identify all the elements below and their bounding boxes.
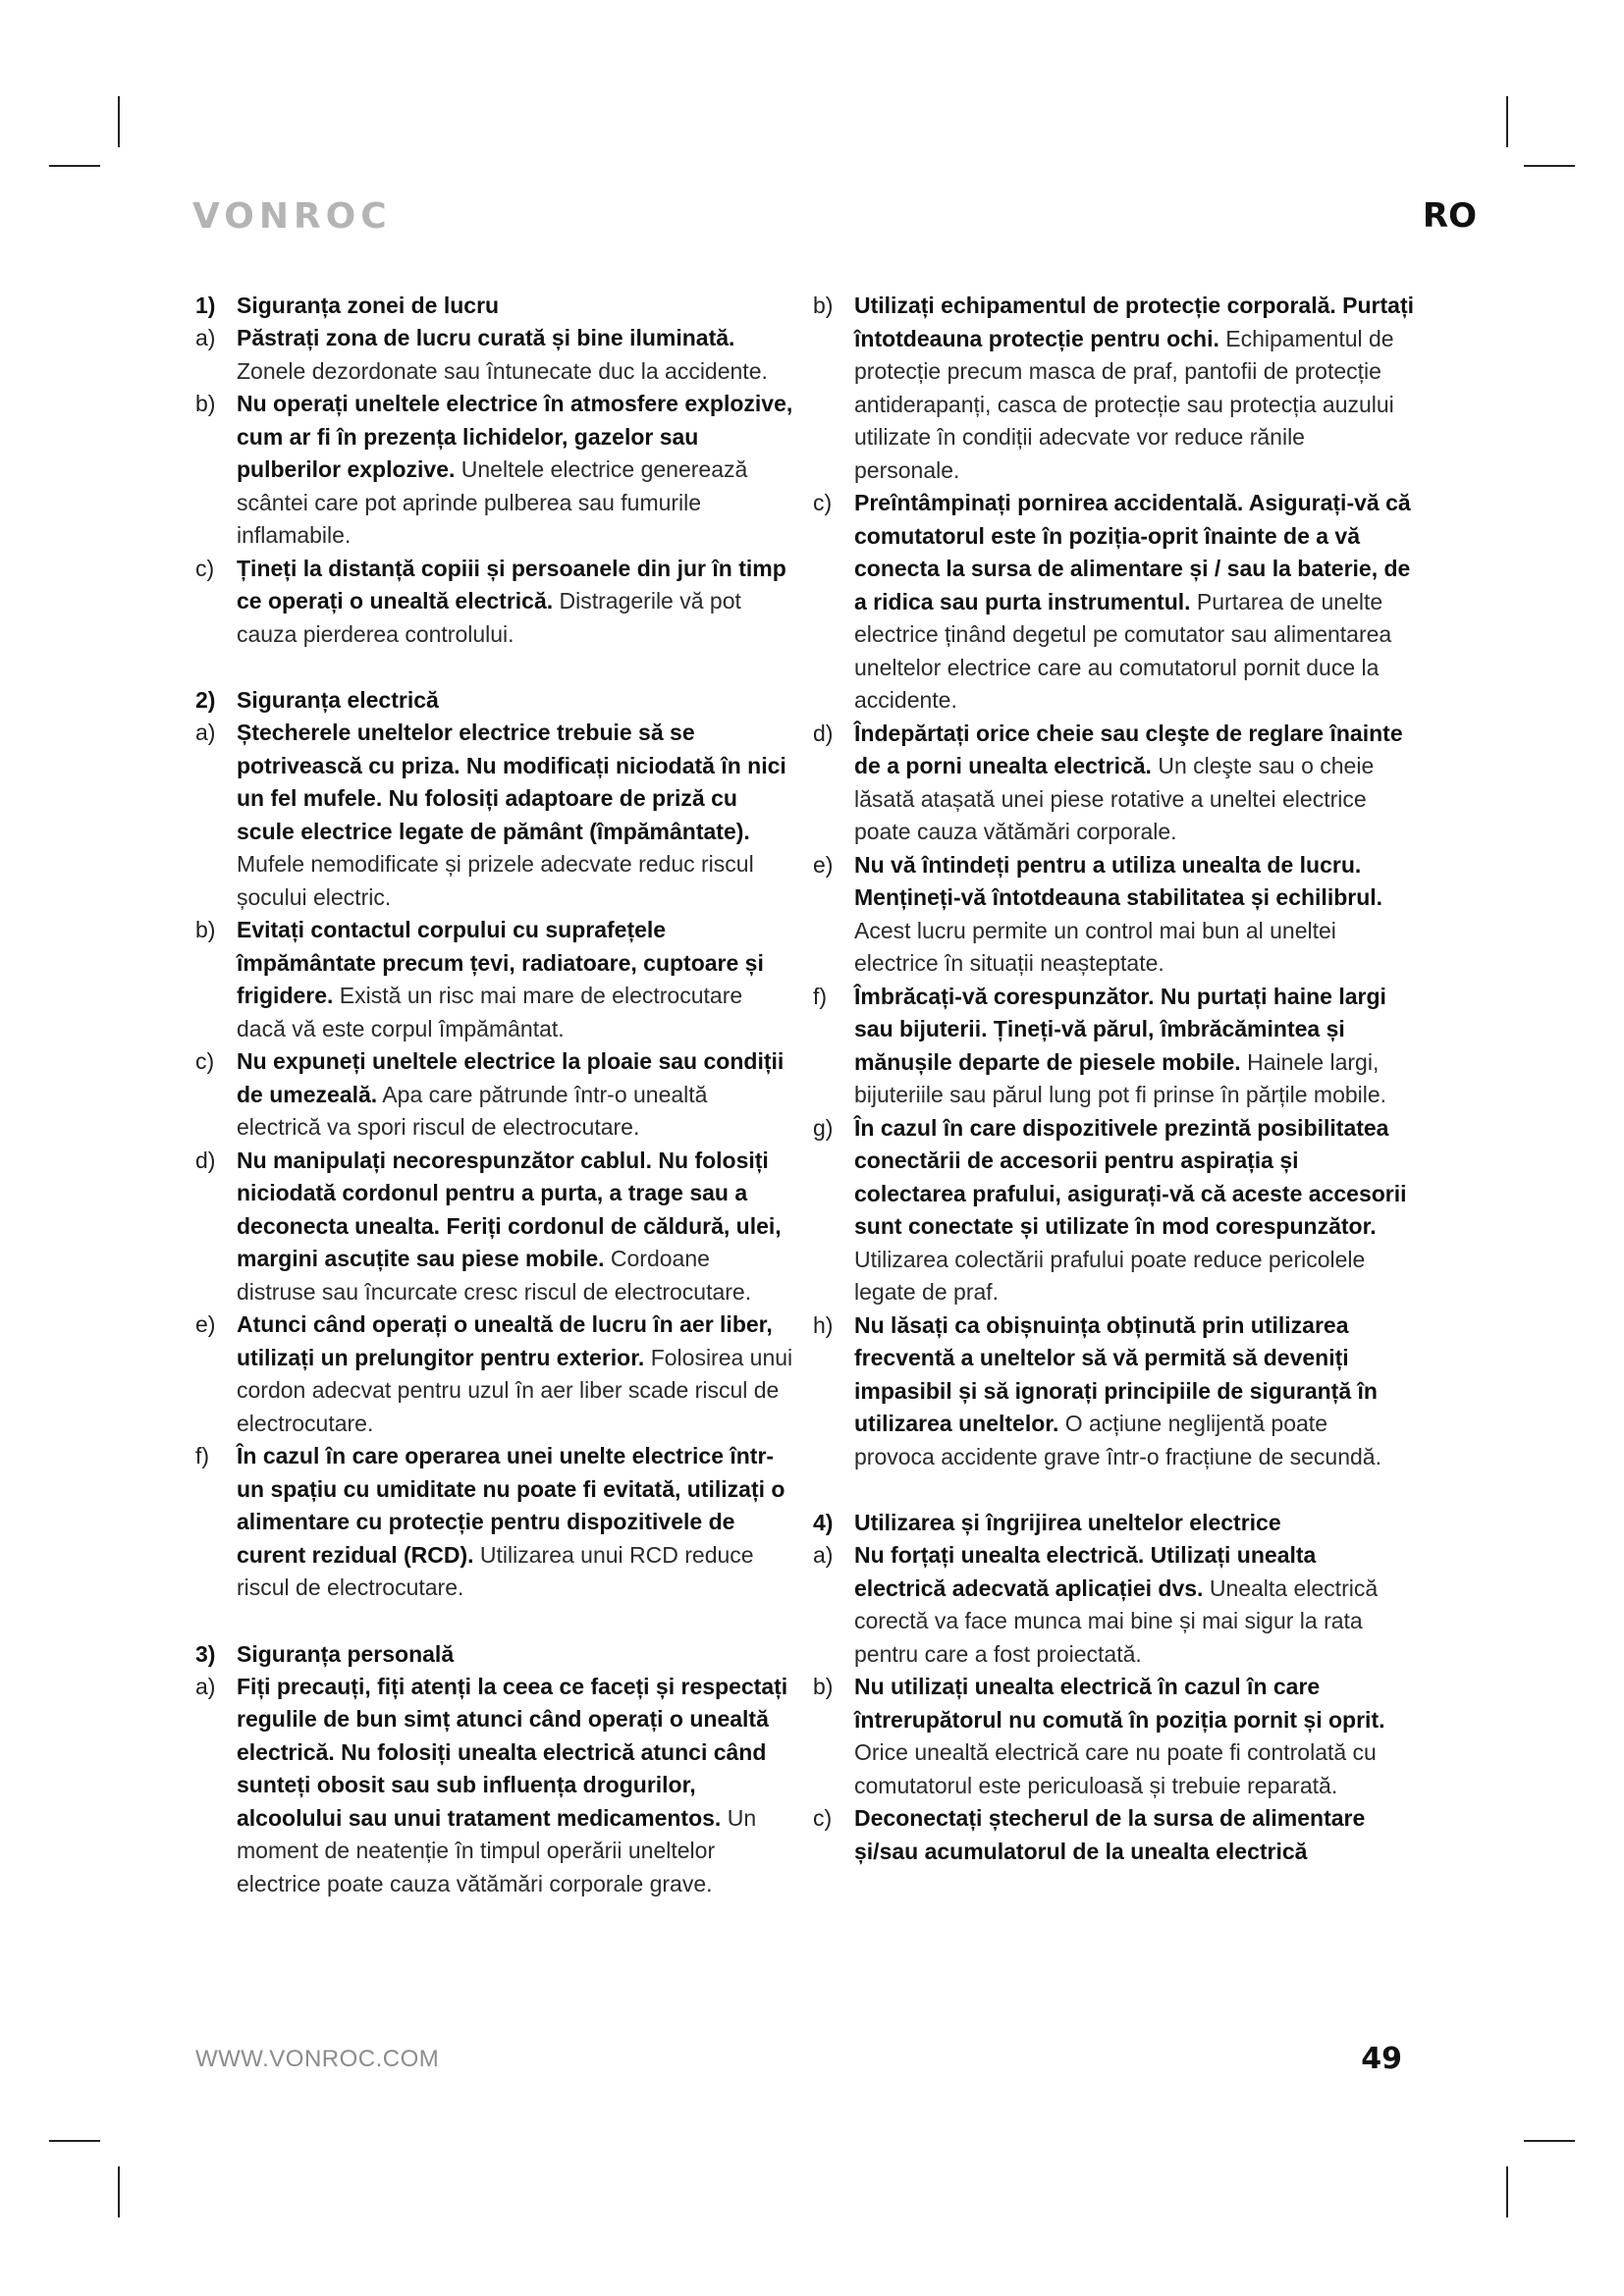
item-normal-text: Purtarea de unelte electrice ținând degetul pe comutator sau alimentarea uneltelor electrice care au comutatorul pornit duce la accidente. bbox=[854, 588, 1392, 713]
crop-mark-bottom-left-vertical bbox=[118, 2166, 120, 2217]
section-title-text: Siguranța electrică bbox=[237, 687, 439, 713]
section-number: 2) bbox=[195, 687, 216, 713]
item-text bbox=[854, 718, 1414, 849]
list-item bbox=[813, 1802, 1414, 1868]
item-text bbox=[854, 1539, 1414, 1671]
item-marker: b) bbox=[195, 917, 216, 942]
section-title bbox=[195, 290, 794, 322]
item-bold-text: În cazul în care dispozitivele prezintă posibilitatea conectării de accesorii pentru aspirația și colectarea prafului, asigurați-vă că aceste accesorii sunt conectate și utilizate în mod corespunzător. bbox=[854, 1114, 1407, 1239]
item-bold-text: Fiți precauți, fiți atenți la ceea ce faceți și respectați regulile de bun simț atunci când operați o unealtă electrică. Nu folosiți unealta electrică atunci când sunteți obosit sau sub influența drogurilor, alcoolului sau unui tratament medicamentos. bbox=[237, 1673, 788, 1831]
item-bold-text: Nu lăsați ca obișnuința obținută prin utilizarea frecventă a uneltelor să vă permită să deveniți impasibil și să ignorați principiile de siguranță în utilizarea uneltelor. bbox=[854, 1311, 1378, 1436]
crop-mark-bottom-right-horizontal bbox=[1524, 2140, 1575, 2142]
item-marker: d) bbox=[195, 1147, 216, 1173]
section-title bbox=[813, 1507, 1414, 1539]
item-marker: b) bbox=[813, 293, 834, 318]
item-normal-text: Distragerile vă pot cauza pierderea controlului. bbox=[237, 588, 741, 647]
item-bold-text: Nu utilizați unealta electrică în cazul în care întrerupătorul nu comută în poziția pornit și oprit. bbox=[854, 1674, 1385, 1733]
list-item bbox=[813, 290, 1414, 487]
item-text bbox=[854, 1671, 1414, 1802]
list-item bbox=[195, 1045, 794, 1145]
right-column bbox=[813, 290, 1414, 1901]
item-bold-text: Nu forțați unealta electrică. Utilizați unealta electrică adecvată aplicației dvs. bbox=[854, 1542, 1317, 1601]
list-item bbox=[195, 388, 794, 553]
section-number: 1) bbox=[195, 293, 216, 318]
item-text bbox=[237, 914, 794, 1045]
item-marker: a) bbox=[195, 325, 216, 350]
item-text bbox=[237, 322, 794, 388]
item-bold-text: Deconectați ștecherul de la sursa de alimentare și/sau acumulatorul de la unealta electrică bbox=[854, 1805, 1366, 1864]
item-normal-text: Există un risc mai mare de electrocutare dacă vă este corpul împământat. bbox=[237, 983, 743, 1041]
list-item bbox=[813, 849, 1414, 981]
crop-mark-top-right-horizontal bbox=[1524, 165, 1575, 167]
list-item bbox=[813, 487, 1414, 718]
list-item bbox=[813, 1112, 1414, 1309]
item-text bbox=[854, 1802, 1414, 1868]
item-marker: a) bbox=[813, 1542, 834, 1568]
item-marker: f) bbox=[195, 1443, 210, 1468]
item-normal-text: O acțiune neglijentă poate provoca accidente grave într-o fracțiune de secundă. bbox=[854, 1411, 1381, 1469]
list-item bbox=[813, 1539, 1414, 1671]
item-normal-text: Mufele nemodificate și prizele adecvate reduc riscul șocului electric. bbox=[237, 851, 754, 910]
item-normal-text: Utilizarea unui RCD reduce riscul de electrocutare. bbox=[237, 1541, 754, 1600]
item-bold-text: Nu manipulați necorespunzător cablul. Nu folosiți niciodată cordonul pentru a purta, a trage sau a deconecta unealta. Feriți cordonul de căldură, ulei, margini ascuțite sau piese mobile. bbox=[237, 1147, 782, 1271]
item-text bbox=[237, 1045, 794, 1145]
item-bold-text: Ștecherele uneltelor electrice trebuie să se potrivească cu priza. Nu modificați niciodată în nici un fel mufele. Nu folosiți adaptoare de priză cu scule electrice legate de pământ (împământate). bbox=[237, 720, 786, 844]
item-bold-text: Preîntâmpinați pornirea accidentală. Asigurați-vă că comutatorul este în poziția-oprit înainte de a vă conecta la sursa de alimentare și / sau la baterie, de a ridica sau purta instrumentul. bbox=[854, 490, 1411, 614]
item-normal-text: Utilizarea colectării prafului poate reduce pericolele legate de praf. bbox=[854, 1246, 1366, 1305]
item-text bbox=[854, 290, 1414, 487]
list-item bbox=[813, 1671, 1414, 1802]
item-text bbox=[854, 1112, 1414, 1309]
crop-mark-top-right-vertical bbox=[1506, 96, 1508, 147]
section-number: 3) bbox=[195, 1640, 216, 1667]
item-text bbox=[237, 388, 794, 553]
item-marker: a) bbox=[195, 1673, 216, 1699]
crop-mark-bottom-left-horizontal bbox=[49, 2140, 100, 2142]
section-title bbox=[195, 684, 794, 717]
item-marker: c) bbox=[195, 1048, 215, 1074]
footer-url: WWW.VONROC.COM bbox=[195, 2046, 440, 2072]
list-item bbox=[195, 1671, 794, 1901]
page-number: 49 bbox=[1361, 2042, 1402, 2076]
brand-logo: VONROC bbox=[192, 196, 392, 237]
section-title bbox=[195, 1638, 794, 1671]
item-marker: e) bbox=[813, 851, 834, 878]
list-item bbox=[195, 717, 794, 914]
item-bold-text: Nu expuneți uneltele electrice la ploaie sau condiții de umezeală. bbox=[237, 1048, 785, 1107]
item-bold-text: Atunci când operați o unealtă de lucru în aer liber, utilizați un prelungitor pentru exterior. bbox=[237, 1311, 773, 1370]
item-text bbox=[237, 553, 794, 652]
item-normal-text: Uneltele electrice generează scântei care pot aprinde pulberea sau fumurile inflamabile. bbox=[237, 456, 748, 548]
left-column bbox=[195, 290, 794, 1934]
item-normal-text: Apa care pătrunde într-o unealtă electrică va spori riscul de electrocutare. bbox=[237, 1081, 708, 1140]
safety-section bbox=[195, 1638, 794, 1901]
item-bold-text: Îmbrăcați-vă corespunzător. Nu purtați haine largi sau bijuterii. Țineți-vă părul, îmbrăcămintea și mănușile departe de piesele mobile. bbox=[854, 983, 1386, 1075]
item-marker: b) bbox=[195, 391, 216, 416]
item-normal-text: Cordoane distruse sau încurcate cresc riscul de electrocutare. bbox=[237, 1246, 752, 1305]
item-text bbox=[854, 981, 1414, 1112]
item-bold-text: Țineți la distanță copiii și persoanele din jur în timp ce operați o unealtă electrică. bbox=[237, 555, 786, 614]
section-number: 4) bbox=[813, 1510, 834, 1535]
item-marker: b) bbox=[813, 1674, 834, 1699]
safety-section bbox=[195, 290, 794, 651]
item-bold-text: Îndepărtați orice cheie sau cleşte de reglare înainte de a porni unealta electrică. bbox=[854, 720, 1403, 778]
crop-mark-top-left-vertical bbox=[118, 96, 120, 147]
list-item bbox=[813, 1309, 1414, 1474]
item-normal-text: Echipamentul de protecție precum masca de praf, pantofii de protecție antiderapanți, casca de protecție sau protecția auzului utilizate în condiții adecvate vor reduce rănile personale. bbox=[854, 325, 1394, 483]
item-normal-text: Zonele dezordonate sau întunecate duc la accidente. bbox=[237, 357, 768, 384]
item-bold-text: Evitați contactul corpului cu suprafețele împământate precum țevi, radiatoare, cuptoare și frigidere. bbox=[237, 917, 764, 1008]
item-text bbox=[237, 1308, 794, 1440]
item-text bbox=[854, 1309, 1414, 1474]
item-marker: c) bbox=[195, 555, 215, 581]
item-bold-text: Nu vă întindeți pentru a utiliza unealta de lucru. Mențineți-vă întotdeauna stabilitatea și echilibrul. bbox=[854, 851, 1383, 910]
list-item bbox=[813, 718, 1414, 849]
list-item bbox=[195, 322, 794, 388]
list-item bbox=[195, 1145, 794, 1309]
item-marker: e) bbox=[195, 1311, 216, 1337]
item-bold-text: Păstrați zona de lucru curată și bine iluminată. bbox=[237, 325, 735, 350]
language-code: RO bbox=[1422, 196, 1477, 236]
item-text bbox=[237, 1145, 794, 1309]
item-normal-text: Hainele largi, bijuteriile sau părul lung pot fi prinse în părțile mobile. bbox=[854, 1048, 1387, 1107]
crop-mark-top-left-horizontal bbox=[49, 165, 100, 167]
item-text bbox=[237, 1671, 794, 1901]
item-normal-text: Orice unealtă electrică care nu poate fi controlată cu comutatorul este periculoasă și trebuie reparată. bbox=[854, 1739, 1377, 1798]
item-text bbox=[854, 849, 1414, 981]
item-marker: c) bbox=[813, 490, 833, 515]
item-normal-text: Acest lucru permite un control mai bun al uneltei electrice în situații neașteptate. bbox=[854, 917, 1336, 976]
list-item bbox=[195, 553, 794, 652]
list-item bbox=[195, 1308, 794, 1440]
section-title-text: Siguranța zonei de lucru bbox=[237, 293, 500, 318]
item-bold-text: Utilizați echipamentul de protecție corporală. Purtați întotdeauna protecție pentru ochi. bbox=[854, 293, 1415, 351]
item-text bbox=[237, 1440, 794, 1605]
section-title-text: Siguranța personală bbox=[237, 1640, 455, 1667]
item-marker: f) bbox=[813, 983, 828, 1009]
item-marker: g) bbox=[813, 1114, 834, 1141]
item-normal-text: Folosirea unui cordon adecvat pentru uzul în aer liber scade riscul de electrocutare. bbox=[237, 1344, 793, 1436]
list-item bbox=[195, 914, 794, 1045]
item-text bbox=[237, 717, 794, 914]
safety-section bbox=[195, 684, 794, 1605]
item-marker: h) bbox=[813, 1311, 834, 1338]
item-bold-text: În cazul în care operarea unei unelte electrice într-un spațiu cu umiditate nu poate fi evitată, utilizați o alimentare cu protecție pentru dispozitivele de curent rezidual (RCD). bbox=[237, 1443, 785, 1568]
list-item bbox=[813, 981, 1414, 1112]
item-marker: a) bbox=[195, 720, 216, 745]
item-text bbox=[854, 487, 1414, 718]
item-marker: c) bbox=[813, 1805, 833, 1831]
section-title-text: Utilizarea și îngrijirea uneltelor electrice bbox=[854, 1510, 1281, 1535]
item-bold-text: Nu operați uneltele electrice în atmosfere explozive, cum ar fi în prezența lichidelor, gazelor sau pulberilor explozive. bbox=[237, 391, 793, 482]
safety-section bbox=[813, 1507, 1414, 1868]
item-marker: d) bbox=[813, 720, 834, 746]
item-normal-text: Unealta electrică corectă va face munca mai bine și mai sigur la rata pentru care a fost proiectată. bbox=[854, 1575, 1379, 1667]
safety-section bbox=[813, 290, 1414, 1473]
item-normal-text: Un cleşte sau o cheie lăsată atașată unei piese rotative a uneltei electrice poate cauza vătămări corporale. bbox=[854, 753, 1375, 844]
list-item bbox=[195, 1440, 794, 1605]
item-normal-text: Un moment de neatenție în timpul operării uneltelor electrice poate cauza vătămări corporale grave. bbox=[237, 1804, 757, 1896]
crop-mark-bottom-right-vertical bbox=[1506, 2166, 1508, 2217]
